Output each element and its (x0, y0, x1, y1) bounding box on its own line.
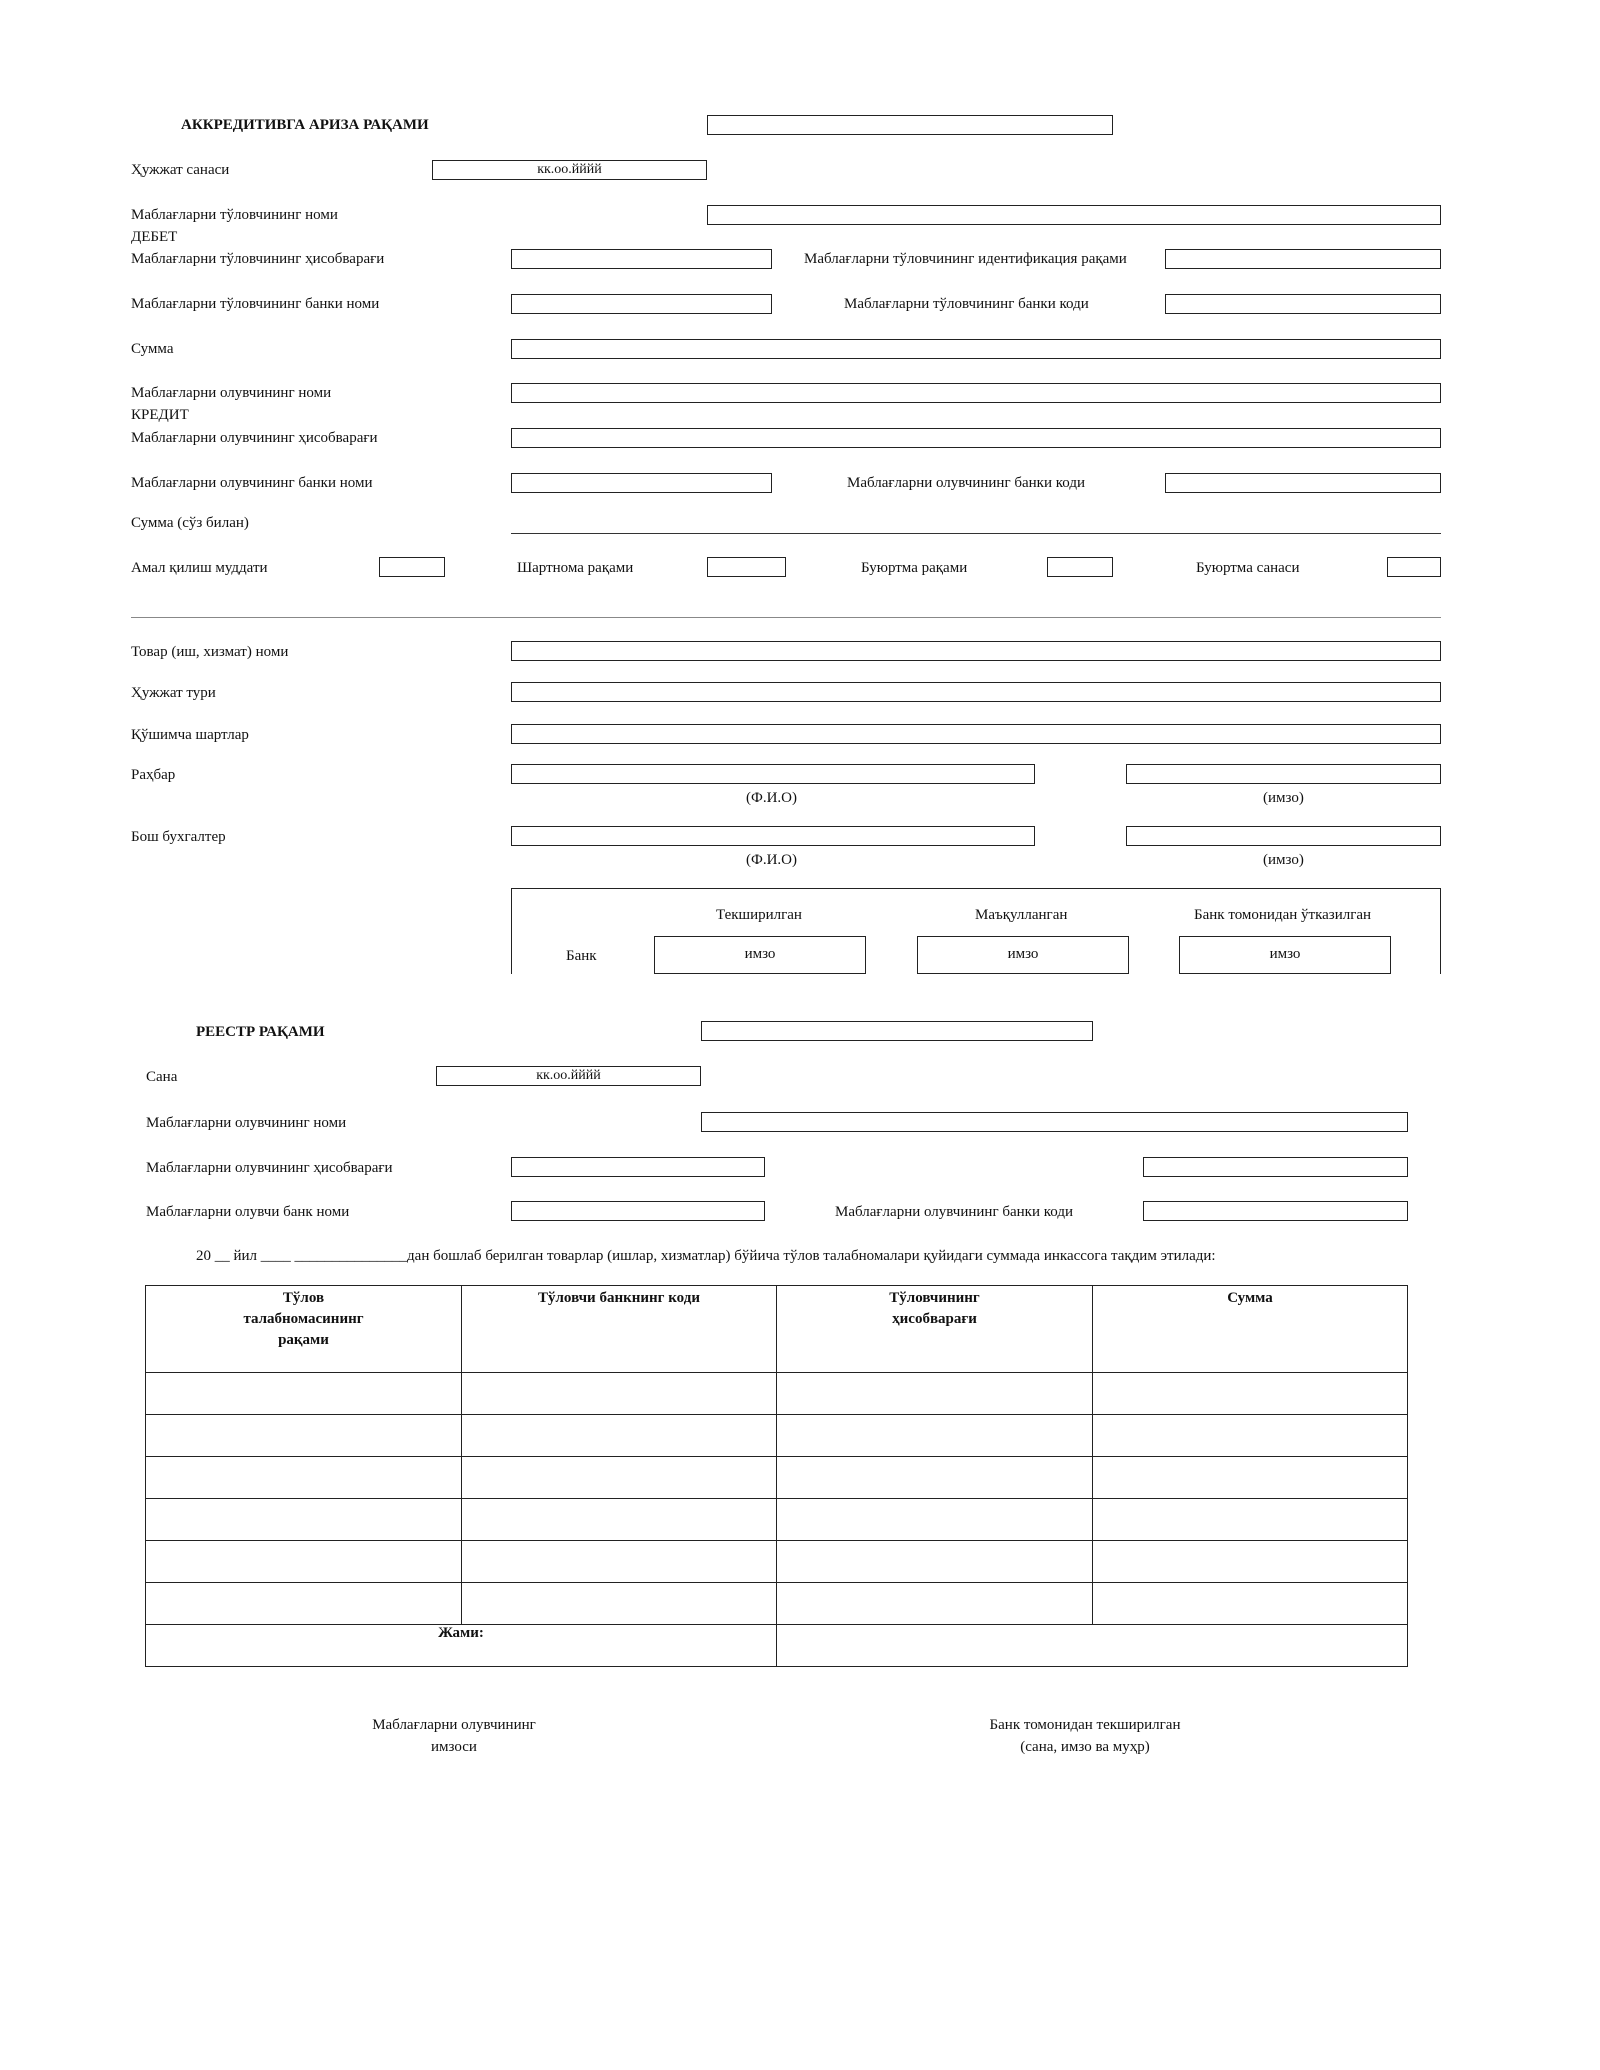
application-number-field[interactable] (707, 115, 1113, 135)
col-header-request-number: Тўлов талабномасининг рақами (146, 1286, 462, 1373)
recipient-bank-code-field[interactable] (1165, 473, 1441, 493)
table-row[interactable] (146, 1373, 1408, 1415)
recipient-bank-name-field[interactable] (511, 473, 772, 493)
credit-label: КРЕДИТ (131, 407, 189, 423)
registry-title: РЕЕСТР РАҚАМИ (196, 1024, 325, 1040)
chief-accountant-label: Бош бухгалтер (131, 829, 226, 845)
contract-no-field[interactable] (707, 557, 786, 577)
accountant-signature-field[interactable] (1126, 826, 1441, 846)
registry-recipient-account-field[interactable] (511, 1157, 765, 1177)
registry-statement: 20 __ йил ____ _______________дан бошлаб берилган товарлар (ишлар, хизматлар) бўйича тўлов талабномалари қуйидаги суммада инкассога тақдим этилади: (196, 1248, 1216, 1264)
doc-type-field[interactable] (511, 682, 1441, 702)
sum-words-label: Сумма (сўз билан) (131, 515, 249, 531)
recipient-bank-code-label: Маблағларни олувчининг банки коди (847, 475, 1085, 491)
extra-terms-label: Қўшимча шартлар (131, 727, 249, 743)
sum-words-line[interactable] (511, 533, 1441, 534)
contract-no-label: Шартнома рақами (517, 560, 634, 576)
payer-bank-code-label: Маблағларни тўловчининг банки коди (844, 296, 1089, 312)
recipient-name-label: Маблағларни олувчининг номи (131, 385, 332, 401)
col-header-sum: Сумма (1093, 1286, 1408, 1373)
table-row[interactable] (146, 1541, 1408, 1583)
payer-account-field[interactable] (511, 249, 772, 269)
checked-label: Текширилган (716, 907, 802, 923)
doc-type-label: Ҳужжат тури (131, 685, 216, 701)
accountant-fio-field[interactable] (511, 826, 1035, 846)
registry-extra-field[interactable] (1143, 1157, 1408, 1177)
head-signature-field[interactable] (1126, 764, 1441, 784)
checked-signature-box[interactable]: имзо (654, 936, 866, 974)
total-label: Жами: (146, 1625, 777, 1667)
bank-checked-caption: Банк томонидан текширилган (сана, имзо ва муҳр) (989, 1717, 1181, 1755)
payer-account-label: Маблағларни тўловчининг ҳисобварағи (131, 251, 385, 267)
transferred-label: Банк томонидан ўтказилган (1194, 907, 1372, 923)
registry-number-field[interactable] (701, 1021, 1093, 1041)
recipient-account-label: Маблағларни олувчининг ҳисобварағи (131, 430, 378, 446)
col-header-payer-account: Тўловчининг ҳисобварағи (777, 1286, 1093, 1373)
order-date-field[interactable] (1387, 557, 1441, 577)
goods-field[interactable] (511, 641, 1441, 661)
section-divider (131, 617, 1441, 618)
table-header-row (146, 1286, 1408, 1373)
table-row[interactable] (146, 1415, 1408, 1457)
table-row[interactable] (146, 1457, 1408, 1499)
payer-name-field[interactable] (707, 205, 1441, 225)
validity-field[interactable] (379, 557, 445, 577)
registry-recipient-account-label: Маблағларни олувчининг ҳисобварағи (146, 1160, 393, 1176)
registry-bank-name-field[interactable] (511, 1201, 765, 1221)
registry-recipient-name-field[interactable] (701, 1112, 1408, 1132)
col-header-payer-bank-code: Тўловчи банкнинг коди (462, 1286, 777, 1373)
debit-label: ДЕБЕТ (131, 229, 178, 245)
head-fio-field[interactable] (511, 764, 1035, 784)
payer-id-label: Маблағларни тўловчининг идентификация рақами (804, 251, 1127, 267)
table-total-row (146, 1625, 1408, 1667)
approved-label: Маъқулланган (975, 907, 1068, 923)
doc-date-field[interactable]: кк.оо.йййй (432, 160, 707, 180)
sum-label: Сумма (131, 341, 174, 357)
registry-table (145, 1285, 1408, 1667)
order-date-label: Буюртма санаси (1196, 560, 1300, 576)
order-no-label: Буюртма рақами (861, 560, 968, 576)
payer-bank-name-label: Маблағларни тўловчининг банки номи (131, 296, 380, 312)
payer-name-label: Маблағларни тўловчининг номи (131, 207, 338, 223)
extra-terms-field[interactable] (511, 724, 1441, 744)
registry-recipient-name-label: Маблағларни олувчининг номи (146, 1115, 347, 1131)
approved-signature-box[interactable]: имзо (917, 936, 1129, 974)
recipient-name-field[interactable] (511, 383, 1441, 403)
head-fio-caption: (Ф.И.О) (746, 790, 798, 806)
registry-date-label: Сана (146, 1069, 178, 1085)
registry-date-field[interactable]: кк.оо.йййй (436, 1066, 701, 1086)
head-signature-caption: (имзо) (1263, 790, 1304, 806)
registry-bank-code-label: Маблағларни олувчининг банки коди (835, 1204, 1073, 1220)
head-label: Раҳбар (131, 767, 176, 783)
table-row[interactable] (146, 1583, 1408, 1625)
payer-id-field[interactable] (1165, 249, 1441, 269)
payer-bank-name-field[interactable] (511, 294, 772, 314)
order-no-field[interactable] (1047, 557, 1113, 577)
doc-date-label: Ҳужжат санаси (131, 162, 230, 178)
accountant-fio-caption: (Ф.И.О) (746, 852, 798, 868)
goods-label: Товар (иш, хизмат) номи (131, 644, 289, 660)
accountant-signature-caption: (имзо) (1263, 852, 1304, 868)
total-value-cell[interactable] (777, 1625, 1408, 1667)
bank-label: Банк (566, 948, 597, 964)
recipient-account-field[interactable] (511, 428, 1441, 448)
sum-field[interactable] (511, 339, 1441, 359)
recipient-signature-caption: Маблағларни олувчининг имзоси (372, 1717, 536, 1755)
payer-bank-code-field[interactable] (1165, 294, 1441, 314)
transferred-signature-box[interactable]: имзо (1179, 936, 1391, 974)
table-row[interactable] (146, 1499, 1408, 1541)
registry-bank-code-field[interactable] (1143, 1201, 1408, 1221)
validity-label: Амал қилиш муддати (131, 560, 268, 576)
registry-bank-name-label: Маблағларни олувчи банк номи (146, 1204, 350, 1220)
recipient-bank-name-label: Маблағларни олувчининг банки номи (131, 475, 373, 491)
application-title: АККРЕДИТИВГА АРИЗА РАҚАМИ (181, 117, 429, 133)
